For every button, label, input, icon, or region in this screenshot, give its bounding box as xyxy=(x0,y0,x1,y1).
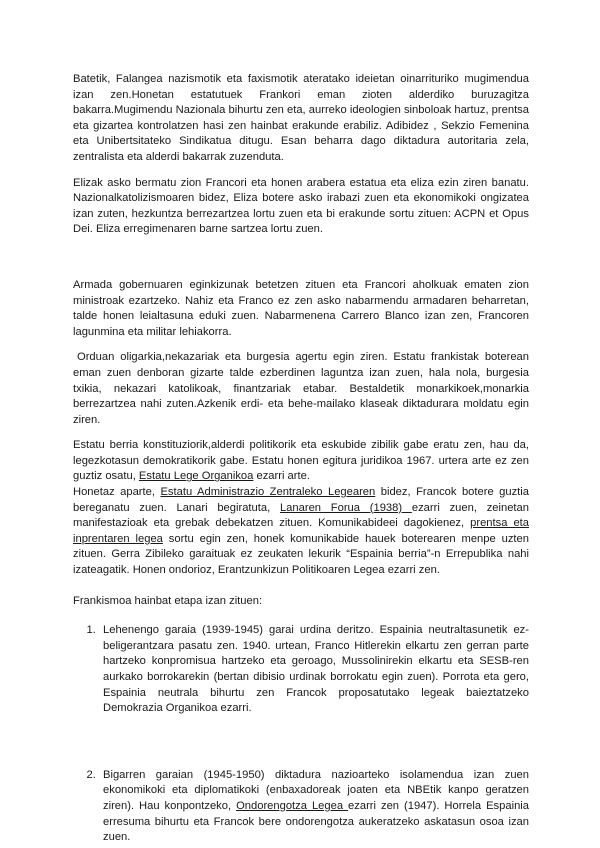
paragraph-armada: Armada gobernuaren eginkizunak betetzen zituen eta Francori aholkuak ematen zion ministroak ezartzeko. Nahiz eta Franco ez zen asko nabarmendu armadaren beharretan, talde honen leialtasuna eduki zuen. Nabarmenena Carrero Blanco izan zen, Francoren lagunmina eta militar lehiakorra. xyxy=(73,278,529,338)
link-administrazio-zentraleko-legea[interactable]: Estatu Administrazio Zentraleko Legearen xyxy=(160,486,376,499)
text-span: Honetaz aparte, xyxy=(73,486,161,499)
paragraph-eliza: Elizak asko bermatu zion Francori eta honen arabera estatua eta eliza ezin ziren banatu. Nazionalkatolizismoaren bidez, Eliza botere asko irabazi zuen eta ekonomikoki ongizatea izan zuten, hezkuntza berrezartzea lortu zuen eta bi erakunde sortu zituen: ACPN et Opus Dei. Eliza erregimenaren barne sartzea lortu zuen. xyxy=(73,176,529,236)
link-lanaren-forua[interactable]: Lanaren Foruа (1938) xyxy=(279,501,412,514)
text-span: bidez, Francok botere guztia bereganatu zuen. Lanari begiratuta, xyxy=(73,486,529,514)
paragraph-estatu-berria xyxy=(73,438,529,485)
list-item xyxy=(99,768,529,846)
paragraph-oligarkia: Orduan oligarkia,nekazariak eta burgesia agertu egin ziren. Estatu frankistak boterean eman zuen denboran gizarte talde ezberdinen laguntza izan zuen, hala nola, burgesia txikia, nekazari katolikoak, finantzariak etabar. Bestaldetik monarkikoek,monarkia berrezartzea nahi zuten.Azkenik erdi- eta behe-mailako klaseak diktadurara moldatu egin ziren. xyxy=(73,351,529,426)
text-span: Estatu berria konstituziorik,alderdi politikorik eta eskubide zibilik gabe eratu zen, hau da, legezkotasun demokratikorik gabe. Estatu honen egitura juridikoa 1967. urtera arte ez zen guztiz osatu, xyxy=(73,439,529,483)
link-ondorengotza-legea[interactable]: Ondorengotza Legea xyxy=(236,799,349,812)
link-estatu-lege-organikoa[interactable]: Estatu Lege Organikoa xyxy=(138,470,254,483)
link-prentsa-eta-inprentaren-legea[interactable]: prentsa eta inprentaren legea xyxy=(73,517,529,545)
paragraph-honetaz-aparte xyxy=(73,485,529,579)
list-item-text: Lehenengo garaia (1939-1945) garai urdina deritzo. Espainia neutraltasunetik ez-beligerantzara pasatu zen. 1940. urtean, Franco Hitlerekin elkartu zen gerran parte hartzeko konpromisua hartzeko eta geroago, Mussolinirekin elkartu eta SESB-ren aurkako borrokarekin (bertan dibisio urdinak borrokatu egin zuen). Porrota eta gero, Espainia neutrala bihurtu zen Francok proposatutako legeak baieztatzeko Demokrazia Organikoa ezarri. xyxy=(103,624,529,715)
text-span: ezarri arte. xyxy=(253,470,310,483)
list-item xyxy=(99,623,529,717)
paragraph-frankismoa-etapak: Frankismoa hainbat etapa izan zituen: xyxy=(73,594,263,607)
text-span: sortu egin zen, honek komunikabide hauek boterearen menpe uzten zituen. Gerra Zibileko garaituak ez zeukaten lekurik “Espainia berria”-n Errepublika nahi izateagatik. Honen ondorioz, Erantzunkizun Politikoaren Legea ezarri zen. xyxy=(73,532,529,577)
text-span: ezarri zen (1947). Horrela Espainia erresuma bihurtu eta Francok bere ondorengotza aukeratzeko askatasun osoa izan zuen. xyxy=(103,799,529,844)
paragraph-falangea: Batetik, Falangea nazismotik eta faxismotik ateratako ideietan oinarrituriko mugimendua izan zen.Honetan estatutuek Frankori eman zioten alderdiko buruzagitza bakarra.Mugimendu Nazionala bihurtu zen eta, aurreko ideologien sinboloak hartuz, prentsa eta gizartea kontrolatzen hasi zen hainbat erakunde erabiliz. Adibidez , Sekzio Femenina eta Unibertsitateko Sindikatua ditugu. Esan beharra dago diktadura autoritaria zela, zentralista eta alderdi bakarrak zuzenduta. xyxy=(73,73,529,163)
text-span: ezarri zuen, zeinetan manifestazioak eta grebak debekatzen zituen. Komunikabideei dagokienez, xyxy=(73,501,529,530)
etapak-list xyxy=(73,623,529,846)
text-span: Bigarren garaian (1945-1950) diktadura nazioarteko isolamendua izan zuen ekonomikoki eta diplomatikoki (enbaxadoreak joaten eta NBEtik kanpo geratzen ziren). Hau konpontzeko, xyxy=(103,768,529,812)
